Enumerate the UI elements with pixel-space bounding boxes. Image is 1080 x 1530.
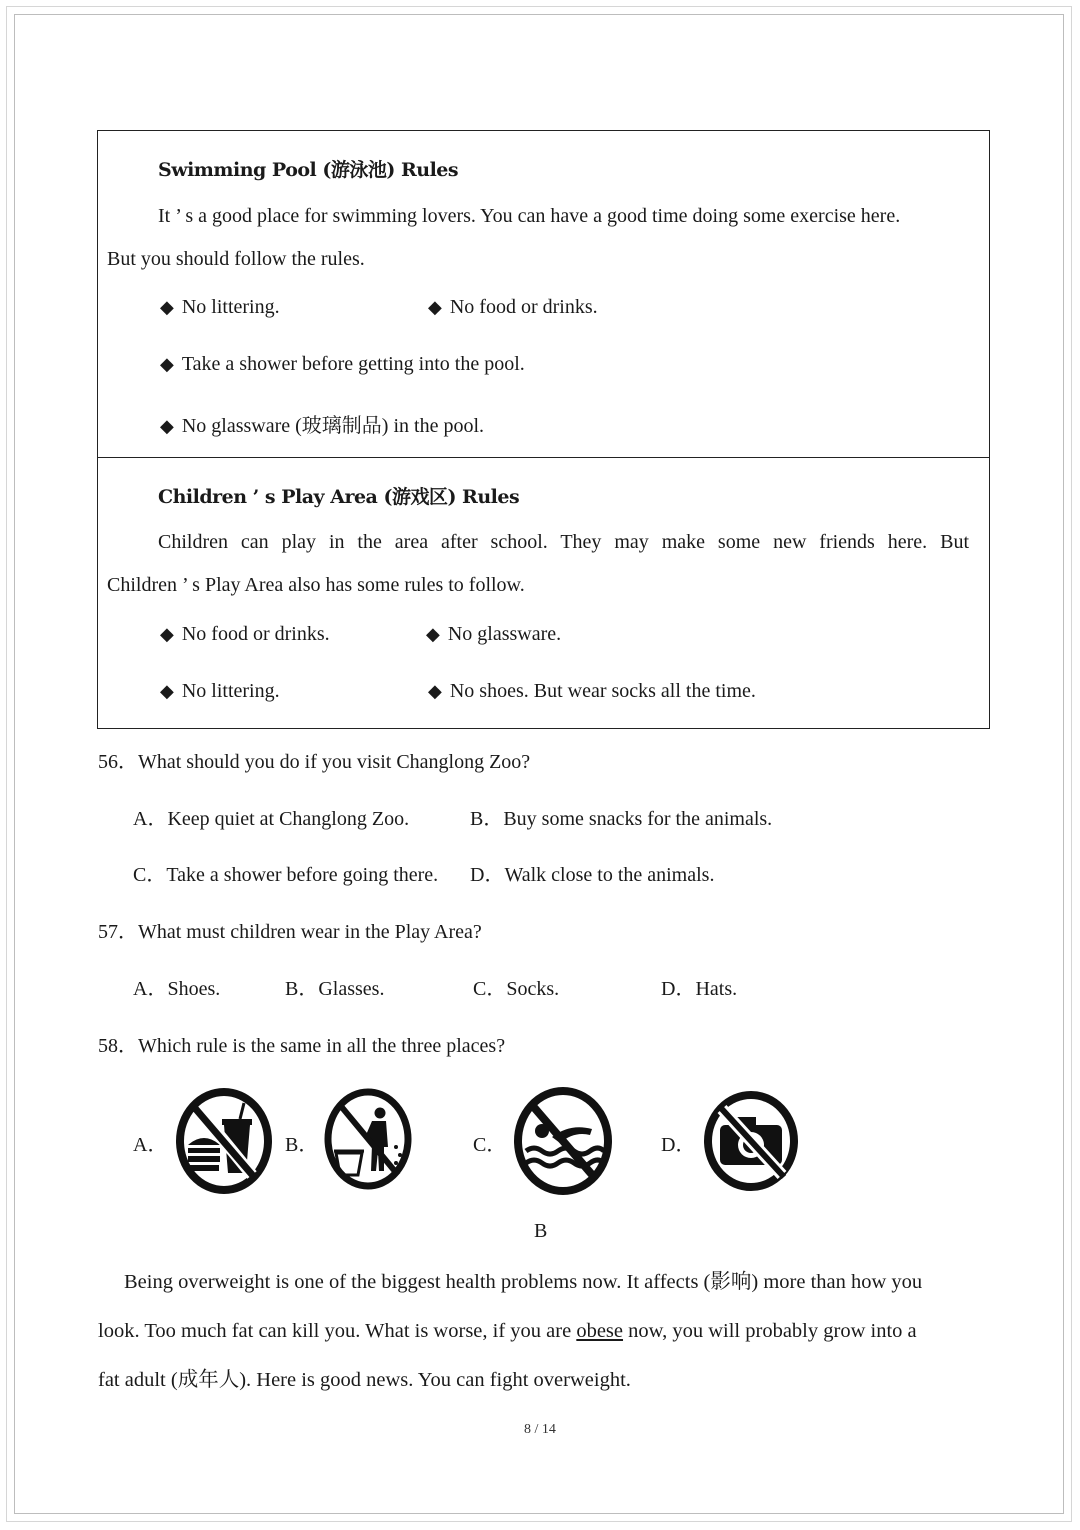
option-58-a-label: A． [133, 1134, 168, 1156]
pool-rule: ◆ Take a shower before getting into the pool. [160, 353, 525, 375]
diamond-bullet-icon: ◆ [160, 354, 174, 374]
pool-intro-line2: But you should follow the rules. [107, 248, 365, 270]
option-58-b-label: B． [285, 1134, 319, 1156]
question-58 [98, 1029, 505, 1058]
pool-rule: ◆ No food or drinks. [428, 296, 598, 318]
pool-intro-line1: It ’ s a good place for swimming lovers. You can have a good time doing some exercise here. [158, 205, 901, 227]
option-57-a: A．Shoes. [133, 978, 221, 1000]
rules-box [97, 130, 990, 729]
play-area-rule: ◆ No glassware. [426, 623, 562, 645]
play-area-intro [107, 521, 969, 607]
diamond-bullet-icon: ◆ [160, 297, 174, 317]
pool-rule: ◆ No glassware (玻璃制品) in the pool. [160, 415, 485, 437]
diamond-bullet-icon: ◆ [160, 681, 174, 701]
option-56-d: D．Walk close to the animals. [470, 864, 715, 886]
option-58-c-label: C． [473, 1134, 507, 1156]
no-camera-icon [702, 1089, 800, 1193]
pool-rules-section [98, 131, 989, 458]
pool-rules-title: Swimming Pool (游泳池) Rules [158, 159, 459, 181]
pool-rule: ◆ No littering. [160, 296, 280, 318]
play-area-intro-line1: Children can play in the area after school. They may make some new friends here. But [158, 531, 969, 553]
question-text: What should you do if you visit Changlong Zoo? [138, 751, 531, 773]
play-area-rule: ◆ No food or drinks. [160, 623, 330, 645]
diamond-bullet-icon: ◆ [160, 416, 174, 436]
no-swimming-icon [512, 1085, 614, 1197]
question-number: 57． [98, 921, 138, 943]
question-57 [98, 915, 482, 944]
play-area-rule: ◆ No shoes. But wear socks all the time. [428, 680, 756, 702]
option-57-c: C．Socks. [473, 978, 560, 1000]
question-number: 58． [98, 1035, 138, 1057]
passage-line1: Being overweight is one of the biggest health problems now. It affects (影响) more than how you [124, 1271, 923, 1293]
passage-line3: fat adult (成年人). Here is good news. You can fight overweight. [98, 1369, 631, 1391]
play-area-rules-section [98, 458, 989, 728]
underlined-word-obese: obese [576, 1320, 624, 1342]
option-56-c: C．Take a shower before going there. [133, 864, 439, 886]
option-57-b: B．Glasses. [285, 978, 385, 1000]
diamond-bullet-icon: ◆ [426, 624, 440, 644]
page-number: 8 / 14 [524, 1422, 556, 1437]
question-56 [98, 745, 530, 774]
question-number: 56． [98, 751, 138, 773]
play-area-intro-line2: Children ’ s Play Area also has some rules to follow. [107, 574, 525, 596]
diamond-bullet-icon: ◆ [428, 297, 442, 317]
option-56-a: A．Keep quiet at Changlong Zoo. [133, 808, 410, 830]
play-area-rules-title: Children ’ s Play Area (游戏区) Rules [158, 486, 520, 508]
pool-intro [107, 195, 969, 281]
passage-line2: look. Too much fat can kill you. What is worse, if you are obese now, you will probably grow into a [98, 1320, 917, 1342]
no-food-icon [174, 1087, 274, 1195]
no-littering-icon [322, 1087, 414, 1191]
reading-passage [98, 1258, 973, 1405]
option-56-b: B．Buy some snacks for the animals. [470, 808, 773, 830]
option-57-d: D．Hats. [661, 978, 738, 1000]
answer-key: B [534, 1220, 548, 1242]
question-text: Which rule is the same in all the three places? [138, 1035, 506, 1057]
diamond-bullet-icon: ◆ [160, 624, 174, 644]
question-text: What must children wear in the Play Area? [138, 921, 482, 943]
diamond-bullet-icon: ◆ [428, 681, 442, 701]
option-58-d-label: D． [661, 1134, 696, 1156]
play-area-rule: ◆ No littering. [160, 680, 280, 702]
